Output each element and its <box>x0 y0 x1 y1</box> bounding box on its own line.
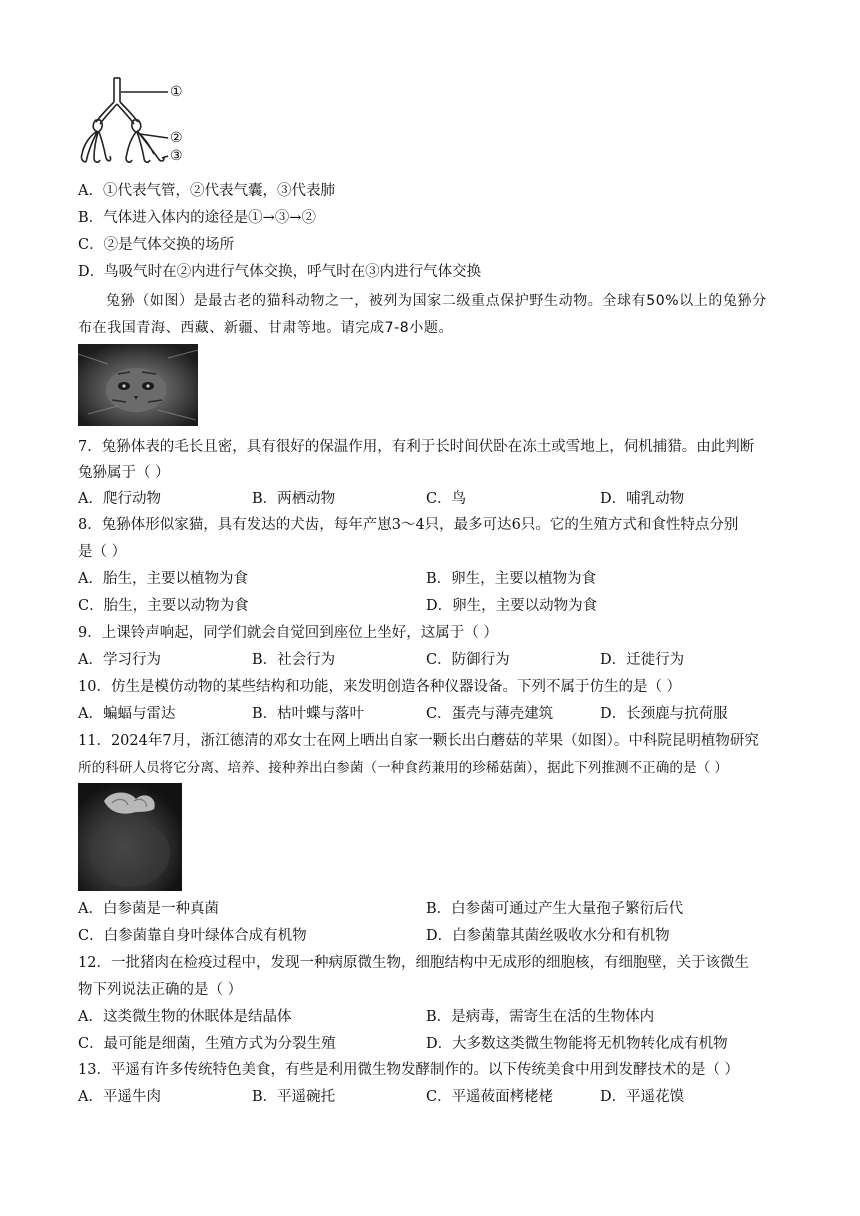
pallas-cat-photo <box>78 344 198 426</box>
q10-option-b: B．枯叶蝶与落叶 <box>252 706 365 722</box>
q7-option-a: A．爬行动物 <box>78 491 161 507</box>
q11-option-c: C．白参菌靠自身叶绿体合成有机物 <box>78 928 307 944</box>
q9-option-b: B．社会行为 <box>252 652 336 668</box>
q12-option-d: D．大多数这类微生物能将无机物转化成有机物 <box>426 1036 728 1052</box>
q9-option-c: C．防御行为 <box>426 652 510 668</box>
q13-stem: 13．平遥有许多传统特色美食，有些是利用微生物发酵制作的。以下传统美食中用到发酵技术的是（ ） <box>78 1062 740 1078</box>
q13-option-d: D．平遥花馍 <box>600 1089 685 1105</box>
q12-option-a: A．这类微生物的休眠体是结晶体 <box>78 1009 292 1025</box>
diagram-label-3: ③ <box>170 148 183 164</box>
q7-stem-line-2: 兔狲属于（ ） <box>78 465 170 481</box>
q6-option-b: B．气体进入体内的途径是①→③→② <box>78 210 316 226</box>
q11-option-b: B．白参菌可通过产生大量孢子繁衍后代 <box>426 901 684 917</box>
q12-stem-line-2: 物下列说法正确的是（ ） <box>78 982 243 998</box>
q13-option-b: B．平遥碗托 <box>252 1089 336 1105</box>
pallas-cat-image <box>78 344 198 426</box>
q13-option-c: C．平遥莜面栲栳栳 <box>426 1089 554 1105</box>
q9-stem: 9．上课铃声响起，同学们就会自觉回到座位上坐好，这属于（ ） <box>78 625 498 641</box>
intro-line-2: 布在我国青海、西藏、新疆、甘肃等地。请完成7-8小题。 <box>78 320 454 336</box>
q9-option-d: D．迁徙行为 <box>600 652 685 668</box>
q10-stem: 10．仿生是模仿动物的某些结构和功能，来发明创造各种仪器设备。下列不属于仿生的是（ ） <box>78 679 682 695</box>
diagram-label-1: ① <box>170 84 183 100</box>
q12-option-b: B．是病毒，需寄生在活的生物体内 <box>426 1009 655 1025</box>
q13-option-a: A．平遥牛肉 <box>78 1089 161 1105</box>
q11-stem-line-1: 11．2024年7月，浙江德清的邓女士在网上晒出自家一颗长出白蘑菇的苹果（如图）。中科院昆明植物研究 <box>78 733 759 749</box>
q8-stem-line-2: 是（ ） <box>78 544 127 560</box>
q6-option-c: C．②是气体交换的场所 <box>78 237 235 253</box>
q10-option-a: A．蝙蝠与雷达 <box>78 706 176 722</box>
bird-respiratory-diagram <box>74 74 200 170</box>
q11-option-a: A．白参菌是一种真菌 <box>78 901 219 917</box>
q6-option-d: D．鸟吸气时在②内进行气体交换，呼气时在③内进行气体交换 <box>78 264 482 280</box>
q11-stem-line-2: 所的科研人员将它分离、培养、接种养出白参菌（一种食药兼用的珍稀菇菌），据此下列推测不正确的是（ ） <box>78 760 729 776</box>
q8-option-c: C．胎生，主要以动物为食 <box>78 598 249 614</box>
q12-option-c: C．最可能是细菌，生殖方式为分裂生殖 <box>78 1036 336 1052</box>
apple-mushroom-image <box>78 783 182 891</box>
q10-option-d: D．长颈鹿与抗荷服 <box>600 706 728 722</box>
q7-option-b: B．两栖动物 <box>252 491 336 507</box>
q7-stem-line-1: 7．兔狲体表的毛长且密，具有很好的保温作用，有利于长时间伏卧在冻土或雪地上，伺机捕猎。由此判断 <box>78 439 755 455</box>
q12-stem-line-1: 12．一批猪肉在检疫过程中，发现一种病原微生物，细胞结构中无成形的细胞核，有细胞壁，关于该微生 <box>78 955 749 971</box>
q6-option-a: A．①代表气管，②代表气囊，③代表肺 <box>78 183 335 199</box>
apple-mushroom-photo <box>78 783 182 891</box>
diagram-label-2: ② <box>170 130 183 146</box>
q7-option-c: C．鸟 <box>426 491 467 507</box>
q8-stem-line-1: 8．兔狲体形似家猫，具有发达的犬齿，每年产崽3～4只，最多可达6只。它的生殖方式和食性特点分别 <box>78 517 739 533</box>
q8-option-b: B．卵生，主要以植物为食 <box>426 571 597 587</box>
q10-option-c: C．蛋壳与薄壳建筑 <box>426 706 554 722</box>
q11-option-d: D．白参菌靠其菌丝吸收水分和有机物 <box>426 928 670 944</box>
q9-option-a: A．学习行为 <box>78 652 161 668</box>
q8-option-d: D．卵生，主要以动物为食 <box>426 598 598 614</box>
intro-line-1: 兔狲（如图）是最古老的猫科动物之一，被列为国家二级重点保护野生动物。全球有50%以上的兔狲分 <box>106 293 767 309</box>
q7-option-d: D．哺乳动物 <box>600 491 685 507</box>
q8-option-a: A．胎生，主要以植物为食 <box>78 571 248 587</box>
